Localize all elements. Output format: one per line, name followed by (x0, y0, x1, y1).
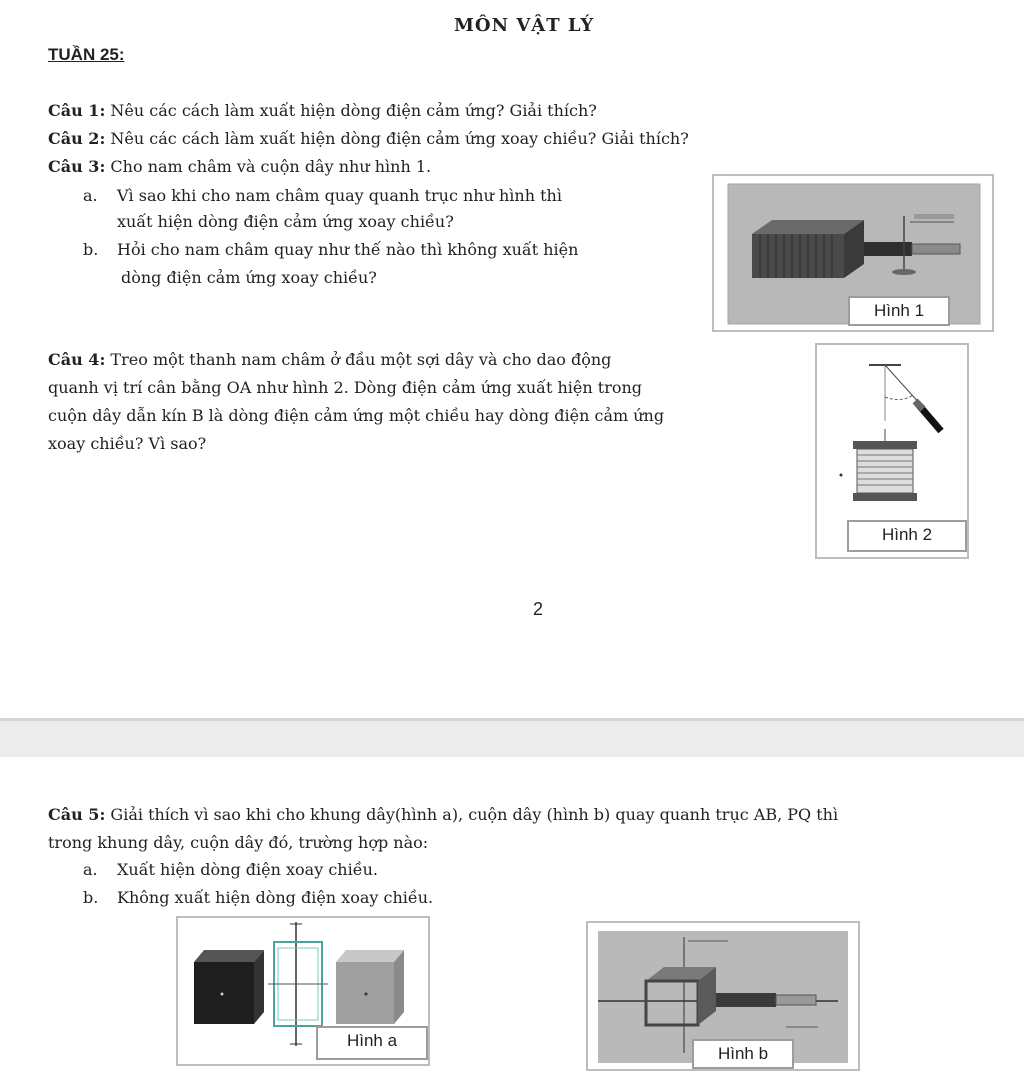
question-3 (48, 157, 431, 177)
question-3b-marker: b. (83, 240, 99, 259)
figure-1-caption: Hình 1 (848, 296, 950, 326)
question-4-label: Câu 4: (48, 350, 106, 369)
question-1-text: Nêu các cách làm xuất hiện dòng điện cảm ứng? Giải thích? (105, 101, 597, 120)
question-4-line2: quanh vị trí cân bằng OA như hình 2. Dòng điện cảm ứng xuất hiện trong (48, 378, 643, 397)
figure-a-caption: Hình a (316, 1026, 428, 1060)
question-5a-text: Xuất hiện dòng điện xoay chiều. (117, 860, 378, 879)
figure-1 (712, 174, 994, 332)
week-heading: TUẦN 25: (48, 45, 125, 64)
subject-title: MÔN VẬT LÝ (454, 15, 595, 36)
question-5-line2: trong khung dây, cuộn dây đó, trường hợp nào: (48, 833, 429, 852)
question-3a-line2: xuất hiện dòng điện cảm ứng xoay chiều? (117, 212, 454, 231)
question-3-text: Cho nam châm và cuộn dây như hình 1. (105, 157, 432, 176)
figure-b-caption: Hình b (692, 1039, 794, 1069)
question-3a-line1: Vì sao khi cho nam châm quay quanh trục như hình thì (117, 186, 562, 205)
question-5-line1: Câu 5: Giải thích vì sao khi cho khung dây(hình a), cuộn dây (hình b) quay quanh trục AB, PQ thì (48, 805, 839, 824)
question-1-label: Câu 1: (48, 101, 106, 120)
figure-a (176, 916, 430, 1066)
page-number: 2 (533, 599, 544, 619)
question-3a-marker: a. (83, 186, 98, 205)
figure-b (586, 921, 860, 1071)
question-3b-line2: dòng điện cảm ứng xoay chiều? (121, 268, 377, 287)
question-5a-marker: a. (83, 860, 98, 879)
page-separator (0, 718, 1024, 760)
question-5b-text: Không xuất hiện dòng điện xoay chiều. (117, 888, 434, 907)
question-4-line4: xoay chiều? Vì sao? (48, 434, 207, 453)
figure-2 (815, 343, 969, 559)
figure-2-caption: Hình 2 (847, 520, 967, 552)
question-5-label: Câu 5: (48, 805, 106, 824)
question-2 (48, 129, 689, 149)
question-2-label: Câu 2: (48, 129, 106, 148)
question-3b-line1: Hỏi cho nam châm quay như thế nào thì không xuất hiện (117, 240, 579, 259)
question-3-label: Câu 3: (48, 157, 106, 176)
document-page-2 (0, 757, 1024, 1078)
question-2-text: Nêu các cách làm xuất hiện dòng điện cảm ứng xoay chiều? Giải thích? (105, 129, 689, 148)
question-5b-marker: b. (83, 888, 99, 907)
question-1 (48, 101, 597, 121)
question-4-line1: Câu 4: Treo một thanh nam châm ở đầu một sợi dây và cho dao động (48, 350, 612, 369)
question-4-line3: cuộn dây dẫn kín B là dòng điện cảm ứng một chiều hay dòng điện cảm ứng (48, 406, 665, 425)
